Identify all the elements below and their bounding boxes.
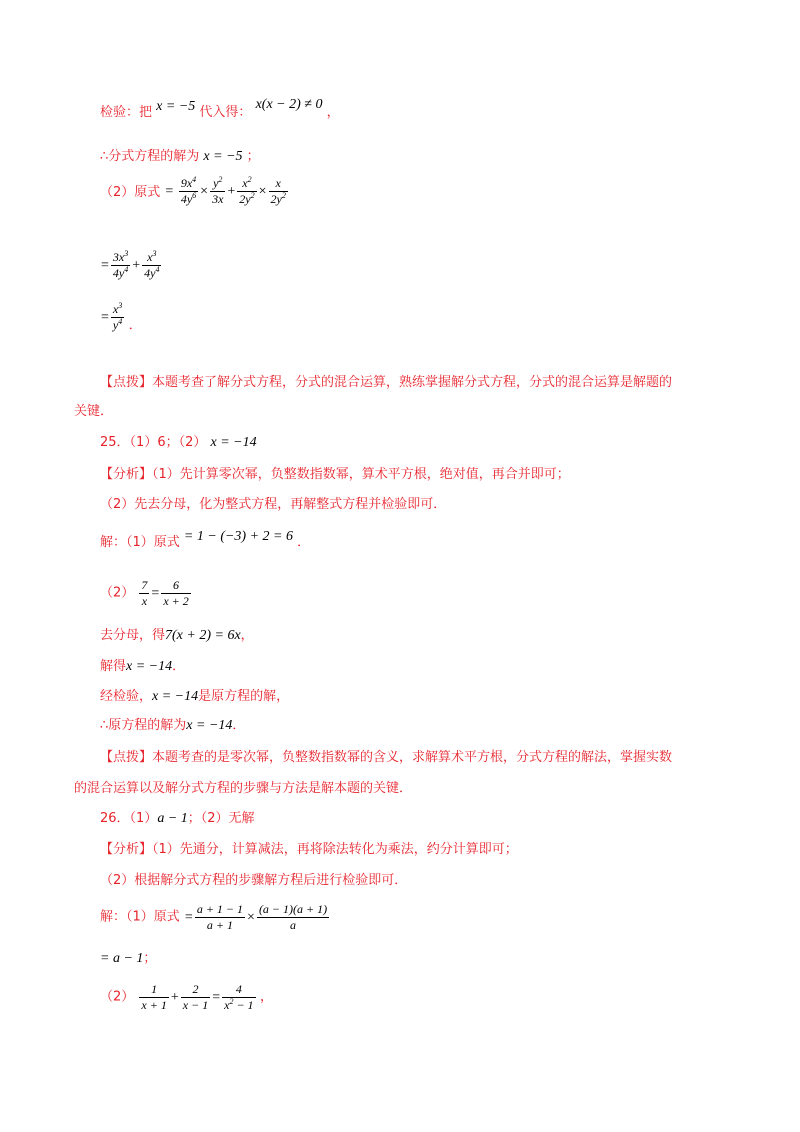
clear-denominator-line: 去分母，得7(x + 2) = 6x， <box>100 628 254 643</box>
solution26-part1: 解：（1）原式 = $\frac{a + 1 - 1}{a + 1}$ × $\frac{(a - 1)(a + 1)}{a}$ <box>100 902 328 932</box>
solution26-result: = a − 1； <box>100 951 157 966</box>
check-line <box>100 97 340 122</box>
solution25-part2-equation: （2） $\frac{7}{x}$ = $\frac{6}{x + 2}$ <box>100 578 189 608</box>
problem26-heading: 26．（1）a − 1；（2）无解 <box>100 811 255 826</box>
step3-line <box>100 302 142 333</box>
check-mid: 代入得： <box>199 105 252 120</box>
step2-line <box>100 250 162 281</box>
step3-end: ． <box>128 317 142 333</box>
part2-label: （2）原式 <box>100 185 161 200</box>
analysis25-line2: （2）先去分母，化为整式方程，再解整式方程并检验即可． <box>100 497 447 512</box>
solution26-part2: （2） $\frac{1}{x + 1}$ + $\frac{2}{x - 1}$ = $\frac{4}{x^2 - 1}$ ， <box>100 982 274 1012</box>
tip24-line2: 关键． <box>74 404 114 419</box>
part2-line <box>100 176 289 207</box>
solution-line <box>100 148 260 166</box>
check-expr: x(x − 2) ≠ 0 <box>255 97 323 112</box>
tip25-line2: 的混合运算以及解分式方程的步骤与方法是解本题的关键． <box>74 781 413 796</box>
analysis25-line1: 【分析】（1）先计算零次幂，负整数指数幂，算术平方根，绝对值，再合并即可； <box>100 467 570 482</box>
problem25-heading: 25．（1）6；（2） x = −14 <box>100 435 257 450</box>
analysis26-line2: （2）根据解分式方程的步骤解方程后进行检验即可． <box>100 873 408 888</box>
solve-line: 解得x = −14． <box>100 659 186 674</box>
check-prefix: 检验：把 <box>100 105 153 120</box>
step3-expression: = $\frac{x^3}{y^4}$ <box>101 301 123 332</box>
analysis26-line1: 【分析】（1）先通分，计算减法，再将除法转化为乘法，约分计算即可； <box>100 842 518 857</box>
solution25-part1: 解：（1）原式 = 1 − (−3) + 2 = 6 ． <box>100 529 311 550</box>
verify-line: 经检验，x = −14是原方程的解， <box>100 689 290 704</box>
solution-end: ； <box>246 149 260 164</box>
solution-prefix: ∴分式方程的解为 <box>100 149 200 164</box>
solution-value: x = −5 <box>203 149 243 164</box>
tip25-line1: 【点拨】本题考查的是零次幂，负整数指数幂的含义，求解算术平方根，分式方程的解法，掌握实数 <box>100 750 673 765</box>
part2-expression: = $\frac{9x^4}{4y^6}$ × $\frac{y^2}{3x}$ + $\frac{x^2}{2y^2}$ × $\frac{x}{2y^2}$ <box>165 175 286 206</box>
tip24-line1: 【点拨】本题考查了解分式方程，分式的混合运算，熟练掌握解分式方程，分式的混合运算是解题的 <box>100 375 673 390</box>
check-end: ， <box>326 105 340 120</box>
step2-expression: = $\frac{3x^3}{4y^4}$ + $\frac{x^3}{4y^4}$ <box>101 249 160 280</box>
final-line: ∴原方程的解为x = −14． <box>100 718 246 733</box>
check-sub-expr: x = −5 <box>156 99 196 114</box>
